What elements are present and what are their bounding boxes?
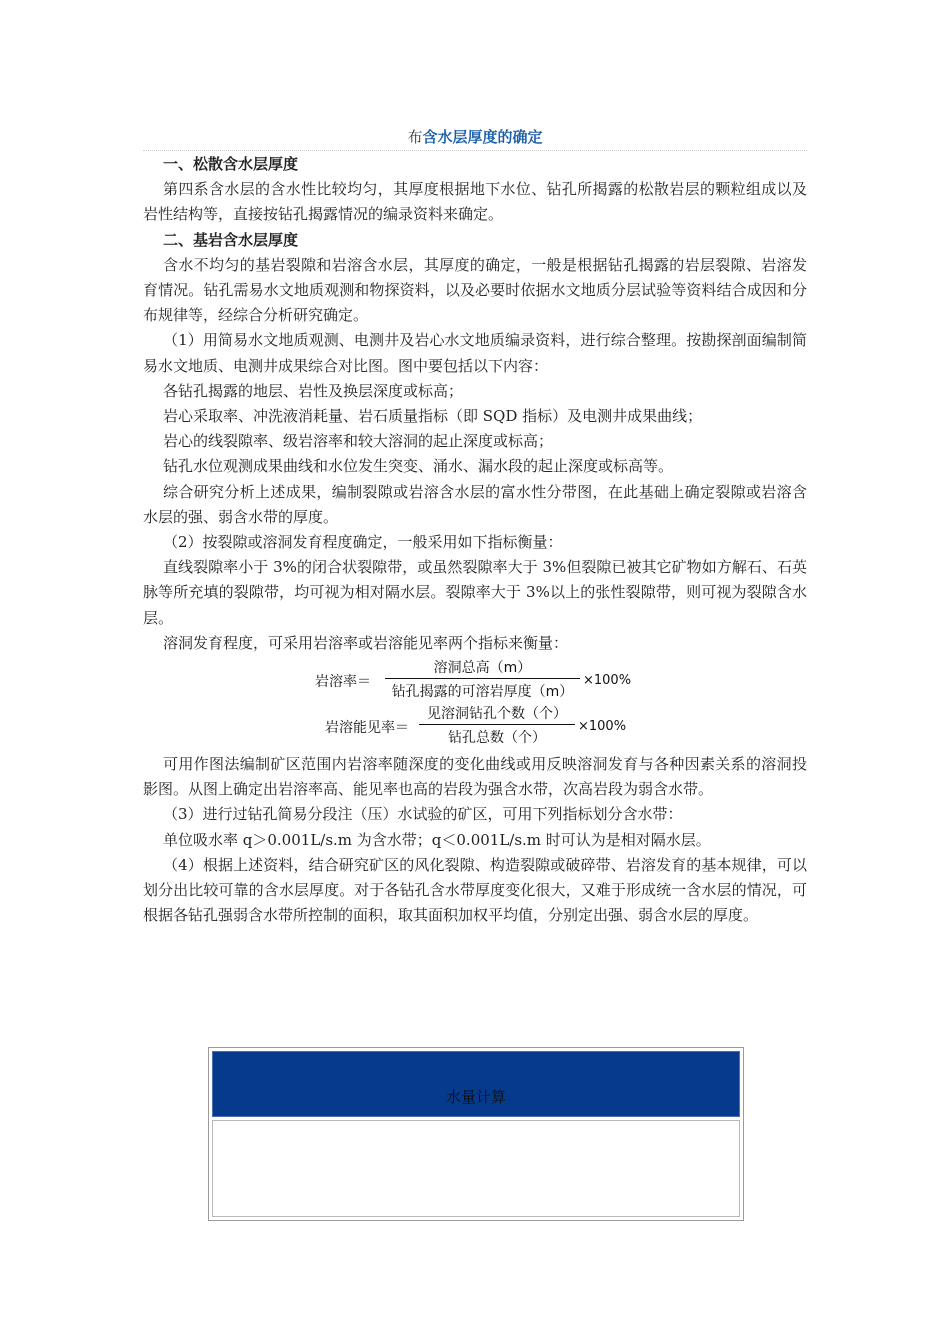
formula-denominator: 钻孔总数（个）: [448, 730, 546, 747]
paragraph: 含水不均匀的基岩裂隙和岩溶含水层，其厚度的确定，一般是根据钻孔揭露的岩层裂隙、岩溶发育情况。钻孔需易水文地质观测和物探资料，以及必要时依据水文地质分层试验等资料结合成因和分布规律等，经综合分析研究确定。: [143, 255, 807, 325]
document-body: [143, 152, 807, 928]
paragraph: （4）根据上述资料，结合研究矿区的风化裂隙、构造裂隙或破碎带、岩溶发育的基本规律，可以划分出比较可靠的含水层厚度。对于各钻孔含水带厚度变化很大，又难于形成统一含水层的情况，可根据各钻孔强弱含水带所控制的面积，取其面积加权平均值，分别定出强、弱含水层的厚度。: [143, 855, 807, 925]
paragraph: 直线裂隙率小于 3%的闭合状裂隙带，或虽然裂隙率大于 3%但裂隙已被其它矿物如方解石、石英脉等所充填的裂隙带，均可视为相对隔水层。裂隙率大于 3%以上的张性裂隙带，则可视为裂隙含水层。: [143, 558, 807, 627]
formula-numerator: 见溶洞钻孔个数（个）: [427, 706, 567, 723]
formula-numerator: 溶洞总高（m）: [433, 660, 532, 677]
paragraph: 溶洞发育程度，可采用岩溶率或岩溶能见率两个指标来衡量：: [163, 633, 569, 652]
list-item: 岩心的线裂隙率、级岩溶率和较大溶洞的起止深度或标高；: [163, 432, 554, 451]
list-item: 钻孔水位观测成果曲线和水位发生突变、涌水、漏水段的起止深度或标高等。: [163, 457, 674, 476]
formula-lhs: 岩溶能见率＝: [325, 720, 409, 737]
fraction-bar: [385, 678, 580, 679]
paragraph: 可用作图法编制矿区范围内岩溶率随深度的变化曲线或用反映溶洞发育与各种因素关系的溶洞投影图。从图上确定出岩溶率高、能见率也高的岩段为强含水带，次高岩段为弱含水带。: [143, 755, 807, 799]
paragraph: 单位吸水率 q＞0.001L/s.m 为含水带；q＜0.001L/s.m 时可认为是相对隔水层。: [163, 830, 711, 849]
formula-karst-rate: [143, 656, 807, 702]
paragraph: 综合研究分析上述成果，编制裂隙或岩溶含水层的富水性分带图，在此基础上确定裂隙或岩溶含水层的强、弱含水带的厚度。: [143, 482, 807, 526]
panel-header: [212, 1051, 740, 1117]
section-heading-1: 一、松散含水层厚度: [163, 155, 299, 173]
list-item: 岩心采取率、冲洗液消耗量、岩石质量指标（即 SQD 指标）及电测井成果曲线；: [163, 407, 703, 426]
paragraph: （1）用简易水文地质观测、电测井及岩心水文地质编录资料，进行综合整理。按勘探剖面编制简易水文地质、电测井成果综合对比图。图中要包括以下内容：: [143, 331, 807, 375]
document-title: [143, 124, 807, 151]
formula-suffix: ×100%: [583, 673, 632, 689]
formula-suffix: ×100%: [578, 719, 627, 735]
section-heading-2: 二、基岩含水层厚度: [163, 230, 299, 249]
title-main: 含水层厚度的确定: [422, 128, 543, 146]
paragraph: 第四系含水层的含水性比较均匀，其厚度根据地下水位、钻孔所揭露的松散岩层的颗粒组成以及岩性结构等，直接按钻孔揭露情况的编录资料来确定。: [143, 180, 807, 224]
formula-lhs: 岩溶率＝: [315, 674, 371, 691]
list-item: 各钻孔揭露的地层、岩性及换层深度或标高；: [163, 381, 464, 400]
paragraph: （3）进行过钻孔简易分段注（压）水试验的矿区，可用下列指标划分含水带：: [163, 805, 683, 824]
formula-karst-visibility-rate: [143, 702, 807, 748]
paragraph: （2）按裂隙或溶洞发育程度确定，一般采用如下指标衡量：: [163, 533, 563, 552]
formula-denominator: 钻孔揭露的可溶岩厚度（m）: [391, 684, 574, 701]
fraction-bar: [419, 724, 575, 725]
title-prefix: 布: [407, 128, 423, 146]
water-calc-panel: [208, 1047, 744, 1221]
panel-title: 水量计算: [445, 1088, 506, 1106]
panel-body: [212, 1120, 740, 1217]
